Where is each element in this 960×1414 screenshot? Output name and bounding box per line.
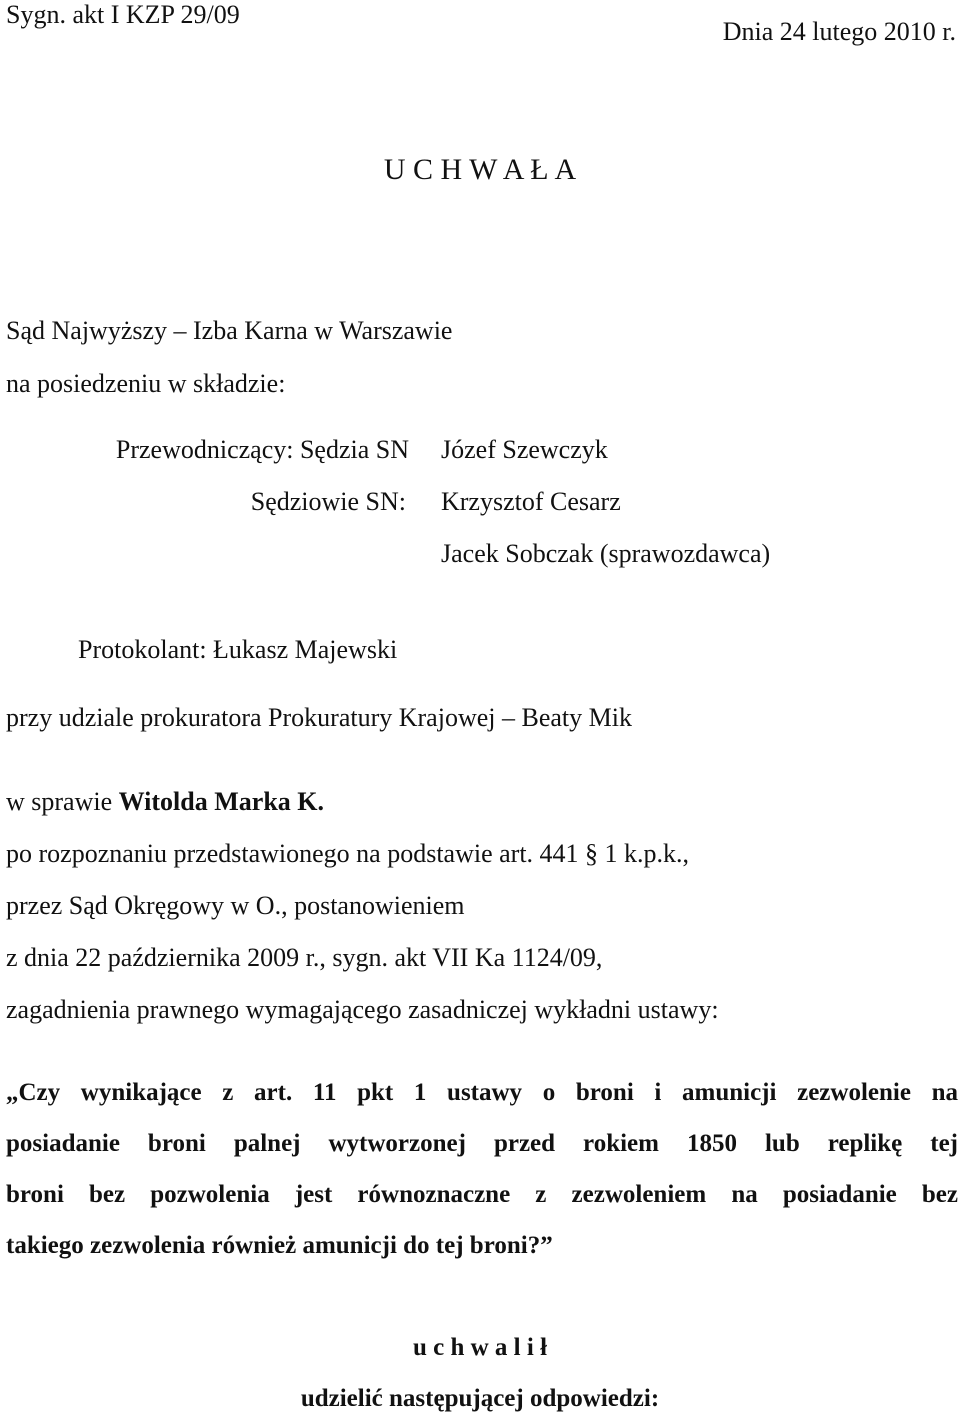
court-name: Sąd Najwyższy – Izba Karna w Warszawie <box>6 316 453 345</box>
referring-court-line: przez Sąd Okręgowy w O., postanowieniem <box>6 891 465 920</box>
case-prefix: w sprawie <box>6 787 119 816</box>
prosecutor-line: przy udziale prokuratora Prokuratury Krajowej – Beaty Mik <box>6 703 632 732</box>
judge-name: Jacek Sobczak (sprawozdawca) <box>441 539 771 568</box>
judge-name: Krzysztof Cesarz <box>441 487 621 516</box>
question-line: broni bez pozwolenia jest równoznaczne z zezwoleniem na posiadanie bez <box>6 1181 958 1208</box>
question-line-last: takiego zezwolenia również amunicji do tej broni?” <box>6 1232 553 1259</box>
chair-label: Przewodniczący: Sędzia SN <box>115 435 409 464</box>
basis-line: po rozpoznaniu przedstawionego na podstawie art. 441 § 1 k.p.k., <box>6 839 690 868</box>
document-title: U C H W A Ł A <box>383 153 577 186</box>
court-session: na posiedzeniu w składzie: <box>6 369 286 398</box>
case-line <box>6 787 324 817</box>
decision-date-line: z dnia 22 października 2009 r., sygn. akt VII Ka 1124/09, <box>6 943 603 972</box>
case-party-name: Witolda Marka K. <box>118 787 324 816</box>
resolution-date: Dnia 24 lutego 2010 r. <box>722 17 956 46</box>
resolution-verb: u c h w a l i ł <box>412 1334 548 1361</box>
chair-name: Józef Szewczyk <box>441 435 608 464</box>
question-line: „Czy wynikające z art. 11 pkt 1 ustawy o broni i amunicji zezwolenie na <box>6 1079 958 1106</box>
answer-intro: udzielić następującej odpowiedzi: <box>300 1385 660 1412</box>
case-signature: Sygn. akt I KZP 29/09 <box>6 0 240 29</box>
judges-label: Sędziowie SN: <box>250 487 406 516</box>
court-clerk: Protokolant: Łukasz Majewski <box>78 635 398 664</box>
question-line: posiadanie broni palnej wytworzonej przed rokiem 1850 lub replikę tej <box>6 1130 958 1157</box>
legal-issue-line: zagadnienia prawnego wymagającego zasadniczej wykładni ustawy: <box>6 995 719 1024</box>
